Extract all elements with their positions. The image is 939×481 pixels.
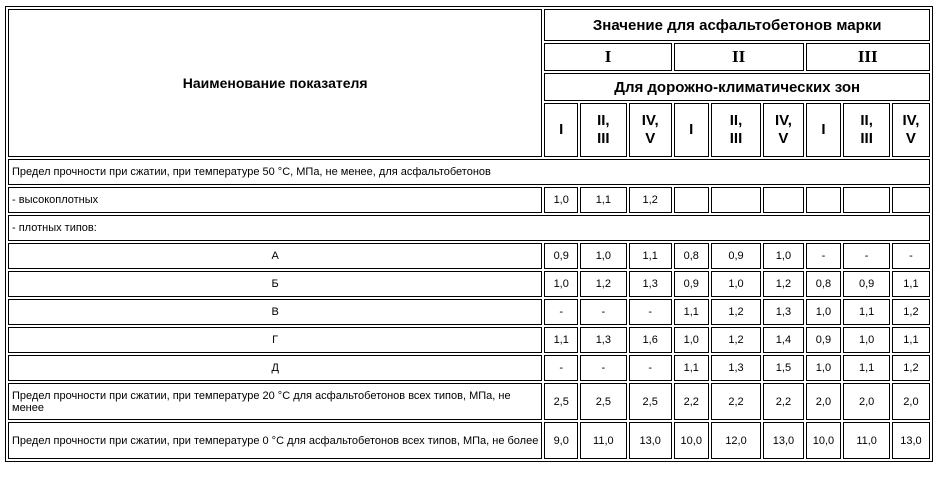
value-cell: 11,0 bbox=[580, 422, 626, 459]
value-cell: 2,2 bbox=[711, 383, 762, 420]
value-cell: 0,8 bbox=[674, 243, 709, 269]
value-cell: 0,9 bbox=[843, 271, 889, 297]
value-cell: 1,1 bbox=[544, 327, 578, 353]
value-cell: 1,3 bbox=[763, 299, 803, 325]
value-cell bbox=[763, 187, 803, 213]
section-50-label: Предел прочности при сжатии, при температуре 50 °С, МПа, не менее, для асфальтобетонов bbox=[8, 159, 930, 185]
value-cell: 2,5 bbox=[629, 383, 672, 420]
value-cell: 1,0 bbox=[806, 355, 842, 381]
value-cell: 0,9 bbox=[544, 243, 578, 269]
value-cell: 1,3 bbox=[629, 271, 672, 297]
type-label: В bbox=[8, 299, 542, 325]
value-cell: 2,2 bbox=[763, 383, 803, 420]
table-row bbox=[8, 383, 930, 420]
value-cell bbox=[674, 187, 709, 213]
grade-I-header: I bbox=[544, 43, 672, 71]
value-cell: 1,0 bbox=[674, 327, 709, 353]
values-for-grade-header: Значение для асфальтобетонов марки bbox=[544, 9, 930, 41]
value-cell: 1,6 bbox=[629, 327, 672, 353]
value-cell: 1,0 bbox=[580, 243, 626, 269]
value-cell: 1,1 bbox=[892, 327, 930, 353]
value-cell: - bbox=[580, 355, 626, 381]
value-cell: 1,1 bbox=[674, 299, 709, 325]
value-cell: - bbox=[806, 243, 842, 269]
value-cell: 2,0 bbox=[843, 383, 889, 420]
value-cell: 10,0 bbox=[674, 422, 709, 459]
value-cell: 1,2 bbox=[629, 187, 672, 213]
value-cell bbox=[711, 187, 762, 213]
value-cell: 1,2 bbox=[580, 271, 626, 297]
grade-II-header: II bbox=[674, 43, 804, 71]
value-cell: 1,1 bbox=[892, 271, 930, 297]
value-cell: 1,1 bbox=[843, 299, 889, 325]
value-cell: 1,0 bbox=[763, 243, 803, 269]
section-row bbox=[8, 159, 930, 185]
zone-header: IV, V bbox=[892, 103, 930, 157]
value-cell: 1,2 bbox=[711, 327, 762, 353]
zone-header: IV, V bbox=[629, 103, 672, 157]
value-cell: 9,0 bbox=[544, 422, 578, 459]
value-cell: 0,8 bbox=[806, 271, 842, 297]
value-cell: 1,0 bbox=[843, 327, 889, 353]
value-cell: 1,2 bbox=[892, 355, 930, 381]
value-cell: 1,4 bbox=[763, 327, 803, 353]
value-cell: 2,5 bbox=[544, 383, 578, 420]
for-zones-header: Для дорожно-климатических зон bbox=[544, 73, 930, 101]
type-label: Г bbox=[8, 327, 542, 353]
value-cell: 2,0 bbox=[806, 383, 842, 420]
value-cell: 13,0 bbox=[763, 422, 803, 459]
value-cell: - bbox=[544, 355, 578, 381]
table-row bbox=[8, 327, 930, 353]
value-cell: 1,5 bbox=[763, 355, 803, 381]
row-label: Предел прочности при сжатии, при температуре 20 °С для асфальтобетонов всех типов, МПа, не менее bbox=[8, 383, 542, 420]
zone-header: IV, V bbox=[763, 103, 803, 157]
table-row bbox=[8, 422, 930, 459]
value-cell: 1,1 bbox=[629, 243, 672, 269]
value-cell: 1,1 bbox=[580, 187, 626, 213]
grade-III-header: III bbox=[806, 43, 931, 71]
value-cell: 1,0 bbox=[806, 299, 842, 325]
value-cell: 1,3 bbox=[711, 355, 762, 381]
dense-types-label: - плотных типов: bbox=[8, 215, 930, 241]
table-row bbox=[8, 299, 930, 325]
value-cell: 1,1 bbox=[843, 355, 889, 381]
value-cell: 1,2 bbox=[711, 299, 762, 325]
value-cell: - bbox=[629, 299, 672, 325]
value-cell: - bbox=[544, 299, 578, 325]
value-cell bbox=[806, 187, 842, 213]
zone-header: I bbox=[806, 103, 842, 157]
value-cell: 13,0 bbox=[629, 422, 672, 459]
value-cell: - bbox=[580, 299, 626, 325]
value-cell: 13,0 bbox=[892, 422, 930, 459]
zone-header: I bbox=[674, 103, 709, 157]
type-label: Д bbox=[8, 355, 542, 381]
specification-table bbox=[5, 6, 933, 462]
value-cell: 2,0 bbox=[892, 383, 930, 420]
value-cell: 0,9 bbox=[711, 243, 762, 269]
value-cell: 10,0 bbox=[806, 422, 842, 459]
indicator-name-header: Наименование показателя bbox=[8, 9, 542, 157]
value-cell: - bbox=[843, 243, 889, 269]
row-label: Предел прочности при сжатии, при температуре 0 °С для асфальтобетонов всех типов, МПа, не более bbox=[8, 422, 542, 459]
zone-header: I bbox=[544, 103, 578, 157]
value-cell: - bbox=[629, 355, 672, 381]
value-cell: 1,3 bbox=[580, 327, 626, 353]
type-label: А bbox=[8, 243, 542, 269]
value-cell: 0,9 bbox=[806, 327, 842, 353]
type-label: Б bbox=[8, 271, 542, 297]
zone-header: II, III bbox=[843, 103, 889, 157]
value-cell: 12,0 bbox=[711, 422, 762, 459]
value-cell: 11,0 bbox=[843, 422, 889, 459]
value-cell bbox=[892, 187, 930, 213]
value-cell: 1,0 bbox=[544, 187, 578, 213]
table-row bbox=[8, 187, 930, 213]
table-row bbox=[8, 355, 930, 381]
value-cell: 1,1 bbox=[674, 355, 709, 381]
row-label: - высокоплотных bbox=[8, 187, 542, 213]
value-cell: 1,0 bbox=[711, 271, 762, 297]
value-cell: 2,2 bbox=[674, 383, 709, 420]
table-row bbox=[8, 243, 930, 269]
table-row bbox=[8, 271, 930, 297]
value-cell: 1,0 bbox=[544, 271, 578, 297]
value-cell: 1,2 bbox=[892, 299, 930, 325]
value-cell: 0,9 bbox=[674, 271, 709, 297]
value-cell: 2,5 bbox=[580, 383, 626, 420]
section-row bbox=[8, 215, 930, 241]
zone-header: II, III bbox=[711, 103, 762, 157]
value-cell bbox=[843, 187, 889, 213]
value-cell: - bbox=[892, 243, 930, 269]
value-cell: 1,2 bbox=[763, 271, 803, 297]
zone-header: II, III bbox=[580, 103, 626, 157]
header-row-grade bbox=[8, 9, 930, 41]
